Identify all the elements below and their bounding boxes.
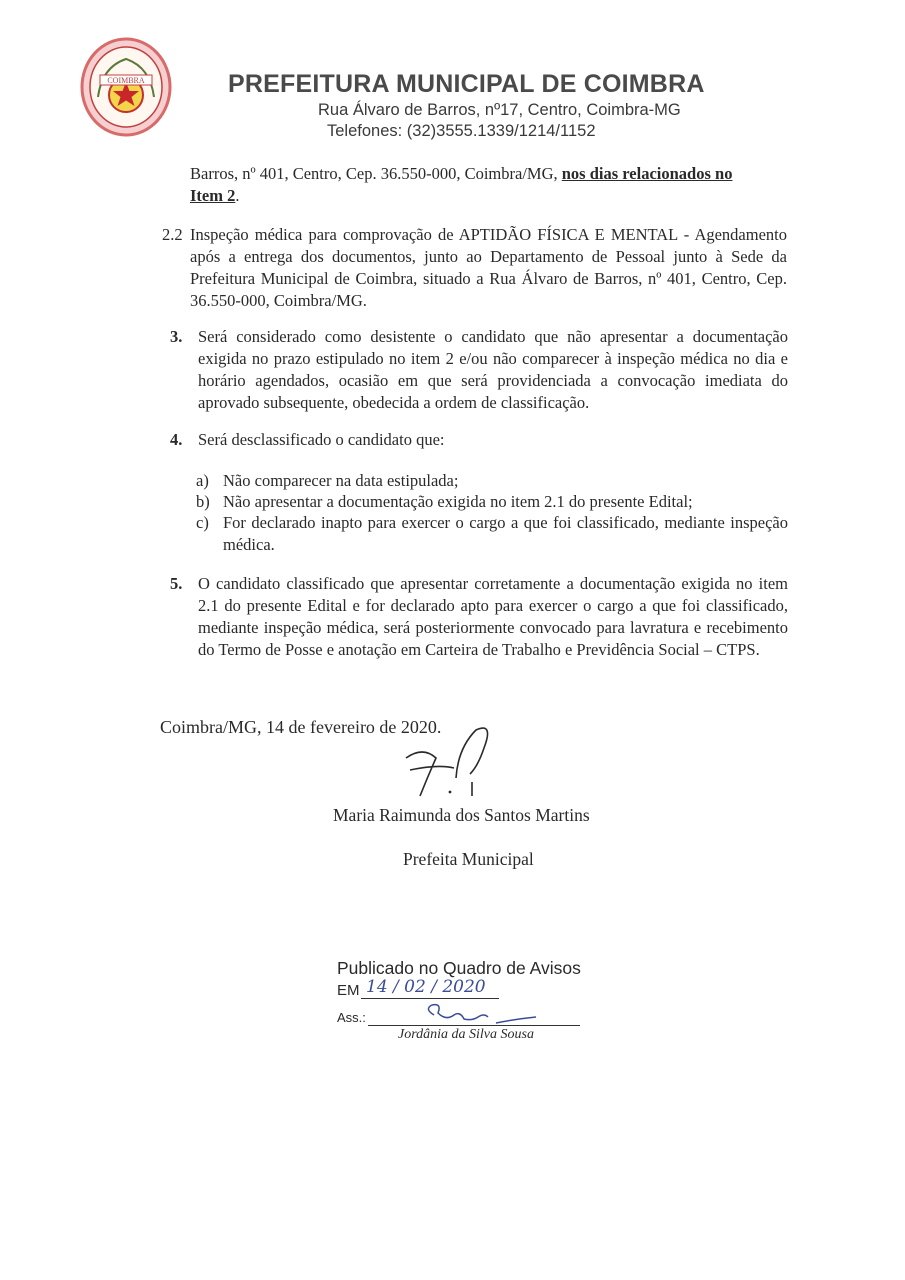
stamp-em-line: [361, 998, 499, 999]
header-phones: Telefones: (32)3555.1339/1214/1152: [327, 122, 596, 140]
item-4a-text: Não comparecer na data estipulada;: [223, 471, 459, 490]
item-2-2-text: Inspeção médica para comprovação de APTIDÃO FÍSICA E MENTAL - Agendamento após a entrega dos documentos, junto ao Departamento de Pessoal junto à Sede da Prefeitura Municipal de Coimbra, situado a Rua Álvaro de Barros, nº 401, Centro, Cep. 36.550-000, Coimbra/MG.: [190, 225, 787, 310]
item-4-text: Será desclassificado o candidato que:: [198, 430, 445, 449]
item-5-number: 5.: [170, 574, 183, 593]
item-4c-text: For declarado inapto para exercer o cargo a que foi classificado, mediante inspeção médica.: [223, 513, 788, 554]
item-4-number: 4.: [170, 430, 183, 449]
stamp-name: Jordânia da Silva Sousa: [398, 1027, 534, 1042]
signer-name: Maria Raimunda dos Santos Martins: [333, 805, 590, 825]
continuation-paragraph: [190, 163, 790, 207]
continuation-text: Barros, nº 401, Centro, Cep. 36.550-000, Coimbra/MG,: [190, 164, 562, 183]
continuation-bold-1: nos dias relacionados no: [561, 164, 733, 183]
municipal-seal-logo: [80, 37, 172, 137]
item-3-number: 3.: [170, 327, 183, 346]
continuation-bold-2: Item 2: [190, 186, 236, 205]
item-2-2-number: 2.2: [162, 225, 183, 244]
header-address: Rua Álvaro de Barros, nº17, Centro, Coimbra-MG: [318, 101, 681, 119]
item-4b-letter: b): [196, 492, 210, 511]
signer-role: Prefeita Municipal: [403, 849, 534, 869]
continuation-end: .: [235, 186, 240, 205]
date-line: Coimbra/MG, 14 de fevereiro de 2020.: [160, 717, 442, 737]
svg-text:COIMBRA: COIMBRA: [107, 76, 145, 85]
stamp-signature: [420, 1001, 540, 1029]
stamp-em-label: EM: [337, 982, 360, 999]
item-5-text: O candidato classificado que apresentar corretamente a documentação exigida no item 2.1 do presente Edital e for declarado apto para exercer o cargo a que foi classificado, mediante inspeção médica, será posteriormente convocado para lavratura e recebimento do Termo de Posse e anotação em Carteira de Trabalho e Previdência Social – CTPS.: [198, 574, 788, 659]
stamp-heading: Publicado no Quadro de Avisos: [337, 958, 581, 978]
item-3-text: Será considerado como desistente o candidato que não apresentar a documentação exigida no prazo estipulado no item 2 e/ou não comparecer à inspeção médica no dia e horário agendados, ocasião em que será providenciada a convocação imediata do aprovado subsequente, obedecida a ordem de classificação.: [198, 327, 788, 412]
mayor-signature: [398, 718, 498, 808]
item-4c-letter: c): [196, 513, 209, 532]
item-4a-letter: a): [196, 471, 209, 490]
item-4b-text: Não apresentar a documentação exigida no item 2.1 do presente Edital;: [223, 492, 693, 511]
stamp-ass-label: Ass.:: [337, 1010, 366, 1025]
header-title: PREFEITURA MUNICIPAL DE COIMBRA: [228, 70, 705, 98]
stamp-em-value: 14 / 02 / 2020: [366, 977, 486, 997]
